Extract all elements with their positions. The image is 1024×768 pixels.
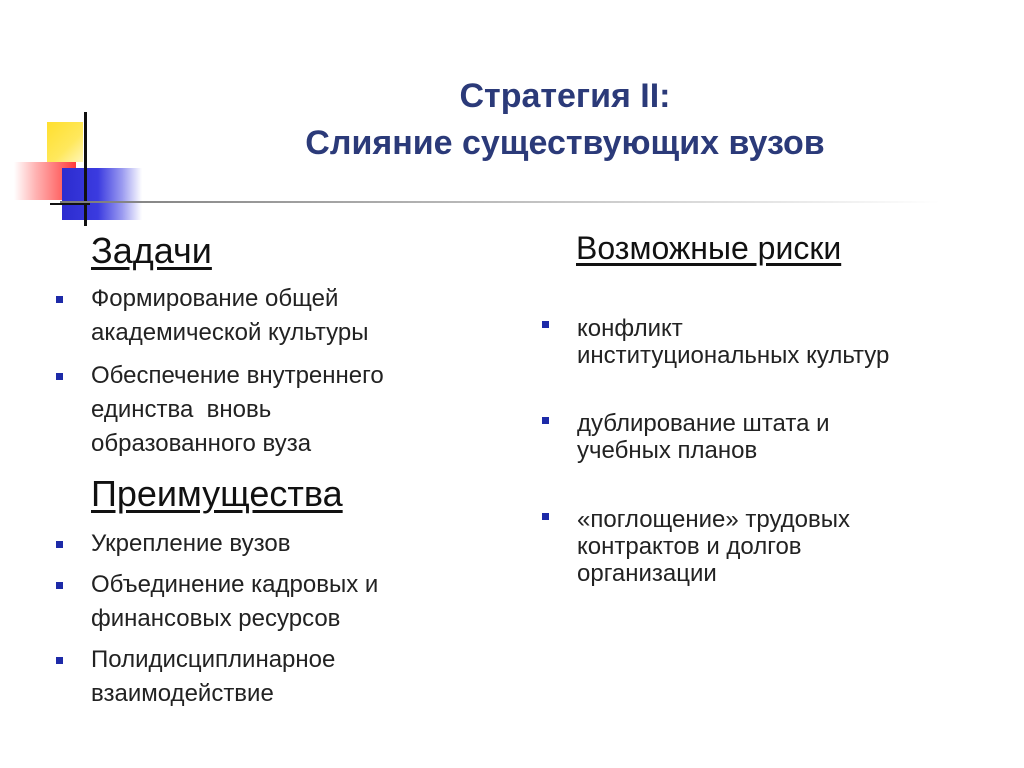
- list-item-line: Полидисциплинарное: [91, 646, 336, 673]
- slide-title-line-1: Стратегия II:: [459, 77, 671, 115]
- list-item-line: конфликт: [577, 315, 683, 342]
- short-horizontal-rule: [50, 203, 90, 205]
- list-item-line: Объединение кадровых и: [91, 571, 379, 598]
- vertical-rule: [84, 112, 87, 226]
- list-item-line: единства вновь: [91, 396, 272, 423]
- risks-heading: Возможные риски: [576, 230, 842, 266]
- list-item-line: дублирование штата и: [577, 410, 830, 437]
- square-bullet-icon: [56, 373, 63, 380]
- list-item-line: академической культуры: [91, 319, 369, 346]
- list-item-line: образованного вуза: [91, 430, 312, 457]
- list-item-line: институциональных культур: [577, 342, 890, 369]
- title-divider: [60, 201, 940, 203]
- yellow-square: [47, 122, 83, 162]
- square-bullet-icon: [56, 582, 63, 589]
- square-bullet-icon: [542, 321, 549, 328]
- list-item-line: Обеспечение внутреннего: [91, 362, 384, 389]
- square-bullet-icon: [56, 657, 63, 664]
- list-item-line: взаимодействие: [91, 680, 274, 707]
- corner-logo-decoration: [0, 0, 150, 240]
- list-item-line: Формирование общей: [91, 285, 339, 312]
- list-item-line: организации: [577, 560, 717, 587]
- list-item-line: Укрепление вузов: [91, 530, 291, 557]
- square-bullet-icon: [542, 513, 549, 520]
- slide-title-line-2: Слияние существующих вузов: [305, 124, 825, 162]
- list-item-line: финансовых ресурсов: [91, 605, 341, 632]
- list-item-line: учебных планов: [577, 437, 758, 464]
- square-bullet-icon: [56, 296, 63, 303]
- square-bullet-icon: [542, 417, 549, 424]
- tasks-heading: Задачи: [91, 230, 212, 271]
- advantages-heading: Преимущества: [91, 473, 343, 514]
- square-bullet-icon: [56, 541, 63, 548]
- blue-square: [62, 168, 142, 220]
- list-item-line: контрактов и долгов: [577, 533, 802, 560]
- list-item-line: «поглощение» трудовых: [577, 506, 851, 533]
